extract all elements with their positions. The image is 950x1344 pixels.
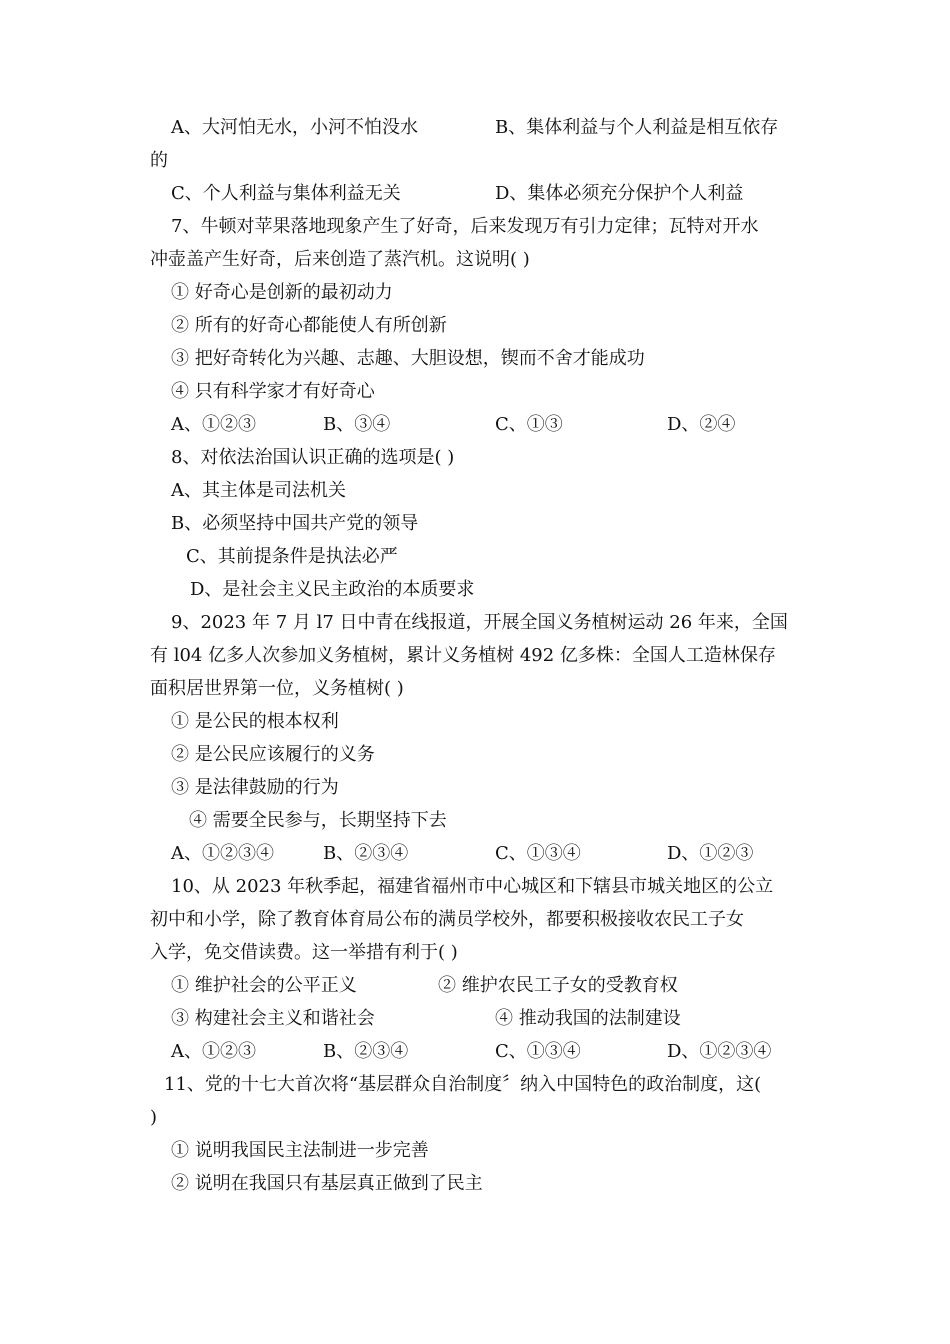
q11-stem: 11、党的十七大首次将“基层群众自治制度〞纳入中国特色的政治制度，这( — [164, 1074, 762, 1095]
q11-stem-cont: ) — [150, 1107, 158, 1128]
q6-option-d: D、集体必须充分保护个人利益 — [495, 183, 744, 204]
q7-option-c: C、①③ — [495, 414, 563, 435]
q9-option-d: D、①②③ — [667, 843, 754, 864]
q7-stem-cont: 冲壶盖产生好奇，后来创造了蒸汽机。这说明( ) — [150, 249, 530, 270]
q7-item-1: ① 好奇心是创新的最初动力 — [171, 282, 393, 303]
q7-stem: 7、牛顿对苹果落地现象产生了好奇，后来发现万有引力定律；瓦特对开水 — [171, 216, 759, 237]
q7-option-d: D、②④ — [667, 414, 736, 435]
q7-option-b: B、③④ — [323, 414, 391, 435]
q9-option-c: C、①③④ — [495, 843, 581, 864]
q7-option-a: A、①②③ — [171, 414, 256, 435]
q7-item-3: ③ 把好奇转化为兴趣、志趣、大胆设想，锲而不舍才能成功 — [171, 348, 645, 369]
q10-option-a: A、①②③ — [171, 1041, 256, 1062]
q6-option-b: B、集体利益与个人利益是相互依存 — [495, 117, 779, 138]
q9-stem: 9、2023 年 7 月 l7 日中青在线报道，开展全国义务植树运动 26 年来，全国 — [171, 612, 788, 633]
q9-option-b: B、②③④ — [323, 843, 409, 864]
q10-stem-cont-2: 入学，免交借读费。这一举措有利于( ) — [150, 942, 458, 963]
q8-option-a: A、其主体是司法机关 — [171, 480, 346, 501]
q10-item-2: ② 维护农民工子女的受教育权 — [438, 975, 678, 996]
q9-stem-cont-1: 有 l04 亿多人次参加义务植树，累计义务植树 492 亿多株：全国人工造林保存 — [150, 645, 776, 666]
q10-item-3: ③ 构建社会主义和谐社会 — [171, 1008, 375, 1029]
q10-stem: 10、从 2023 年秋季起，福建省福州市中心城区和下辖县市城关地区的公立 — [171, 876, 774, 897]
q8-option-d: D、是社会主义民主政治的本质要求 — [190, 579, 475, 600]
q9-option-a: A、①②③④ — [171, 843, 274, 864]
q6-option-a: A、大河怕无水，小河不怕没水 — [171, 117, 418, 138]
q10-option-d: D、①②③④ — [667, 1041, 772, 1062]
q8-option-c: C、其前提条件是执法必严 — [186, 546, 398, 567]
q11-item-2: ② 说明在我国只有基层真正做到了民主 — [171, 1173, 483, 1194]
q10-item-1: ① 维护社会的公平正义 — [171, 975, 357, 996]
q9-item-3: ③ 是法律鼓励的行为 — [171, 777, 339, 798]
q6-option-c: C、个人利益与集体利益无关 — [171, 183, 401, 204]
q8-option-b: B、必须坚持中国共产党的领导 — [171, 513, 419, 534]
q10-option-b: B、②③④ — [323, 1041, 409, 1062]
q10-stem-cont-1: 初中和小学，除了教育体育局公布的满员学校外，都要积极接收农民工子女 — [150, 909, 744, 930]
q9-item-1: ① 是公民的根本权利 — [171, 711, 339, 732]
q11-item-1: ① 说明我国民主法制进一步完善 — [171, 1140, 429, 1161]
q7-item-2: ② 所有的好奇心都能使人有所创新 — [171, 315, 447, 336]
q9-item-4: ④ 需要全民参与，长期坚持下去 — [189, 810, 447, 831]
q6-option-b-cont: 的 — [150, 150, 168, 171]
q9-stem-cont-2: 面积居世界第一位，义务植树( ) — [150, 678, 404, 699]
q8-stem: 8、对依法治国认识正确的选项是( ) — [171, 447, 455, 468]
q10-option-c: C、①③④ — [495, 1041, 581, 1062]
q10-item-4: ④ 推动我国的法制建设 — [495, 1008, 681, 1029]
q9-item-2: ② 是公民应该履行的义务 — [171, 744, 375, 765]
q7-item-4: ④ 只有科学家才有好奇心 — [171, 381, 375, 402]
